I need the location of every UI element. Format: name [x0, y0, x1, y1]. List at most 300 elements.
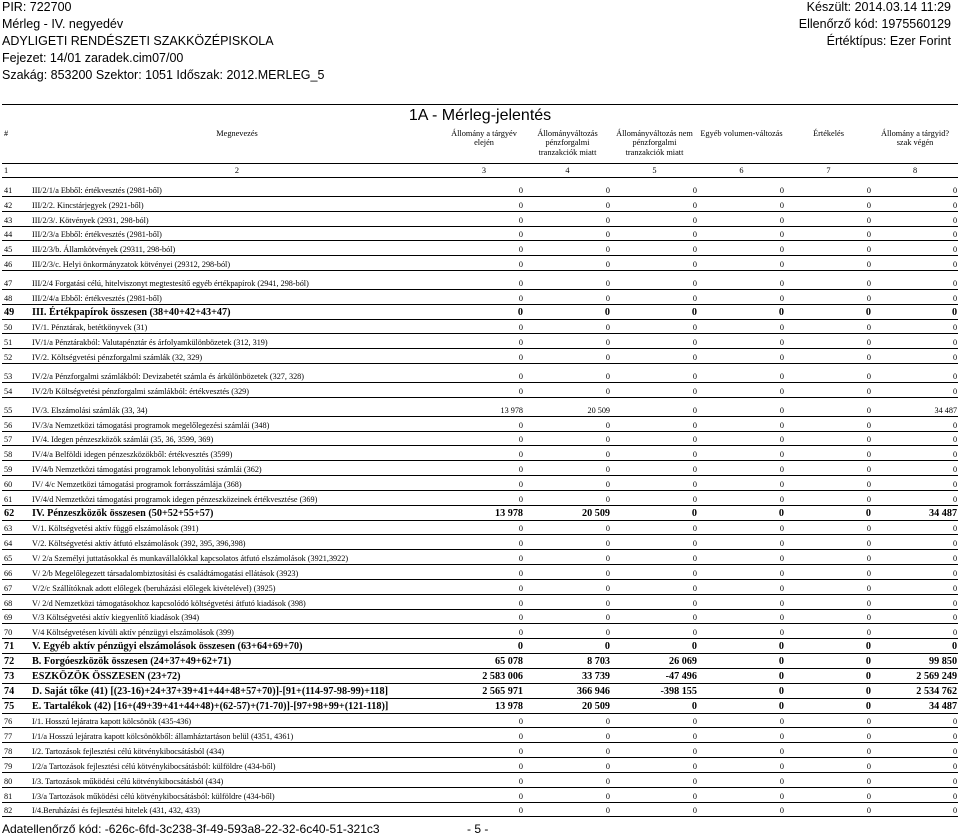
value-closing: 0 [872, 304, 958, 319]
footer-checksum: Adatellenőrző kód: -626c-6fd-3c238-3f-49-593a8-22-32-6c40-51-321c3 [2, 822, 380, 836]
row-label: V/2. Költségvetési aktív átfutó elszámolások (392, 395, 396,398) [30, 535, 444, 550]
value-other-volume: 0 [698, 416, 785, 431]
table-row [2, 505, 958, 520]
row-number: 81 [2, 787, 30, 802]
value-noncash-change: 0 [611, 319, 698, 334]
row-number: 72 [2, 654, 30, 669]
value-opening: 0 [444, 579, 524, 594]
column-header-row [2, 128, 958, 164]
value-opening: 0 [444, 713, 524, 728]
row-label: D. Saját tőke (41) [(23-16)+24+37+39+41+44+48+57+70)]-[91+(114-97-98-99)+118] [30, 683, 444, 698]
value-noncash-change: 0 [611, 565, 698, 580]
value-valuation: 0 [785, 609, 872, 624]
value-other-volume: 0 [698, 728, 785, 743]
value-valuation: 0 [785, 476, 872, 491]
value-opening: 0 [444, 490, 524, 505]
value-cash-change: 0 [524, 382, 611, 397]
value-cash-change: 0 [524, 349, 611, 364]
row-label: I/3. Tartozások működési célú kötvénykibocsátásból (434) [30, 772, 444, 787]
value-noncash-change: 0 [611, 382, 698, 397]
value-closing: 0 [872, 520, 958, 535]
row-label: V/ 2/b Megelőlegezett társadalombiztosítási és családtámogatási ellátások (3923) [30, 565, 444, 580]
column-header-opening: Állomány a tárgyév elején [451, 128, 517, 147]
row-number: 70 [2, 624, 30, 639]
value-valuation: 0 [785, 211, 872, 226]
row-label: III/2/4/a Ebből: értékvesztés (2981-ből) [30, 289, 444, 304]
value-valuation: 0 [785, 226, 872, 241]
value-closing: 0 [872, 431, 958, 446]
value-valuation: 0 [785, 787, 872, 802]
value-other-volume: 0 [698, 594, 785, 609]
value-noncash-change: 0 [611, 772, 698, 787]
table-row [2, 182, 958, 197]
table-row [2, 669, 958, 684]
value-opening: 0 [444, 520, 524, 535]
value-opening: 0 [444, 256, 524, 271]
row-number: 60 [2, 476, 30, 491]
value-closing: 34 487 [872, 698, 958, 713]
value-cash-change: 0 [524, 304, 611, 319]
row-number: 42 [2, 196, 30, 211]
row-label: I/1. Hosszú lejáratra kapott kölcsönök (435-436) [30, 713, 444, 728]
value-cash-change: 366 946 [524, 683, 611, 698]
row-number: 59 [2, 461, 30, 476]
row-number: 57 [2, 431, 30, 446]
value-opening: 0 [444, 182, 524, 197]
row-label: V/ 2/d Nemzetközi támogatásokhoz kapcsolódó költségvetési átfutó kiadások (398) [30, 594, 444, 609]
row-number: 45 [2, 241, 30, 256]
value-other-volume: 0 [698, 802, 785, 817]
value-closing: 0 [872, 319, 958, 334]
row-label: B. Forgóeszközök összesen (24+37+49+62+71) [30, 654, 444, 669]
row-number: 80 [2, 772, 30, 787]
value-opening: 0 [444, 416, 524, 431]
value-other-volume: 0 [698, 609, 785, 624]
table-row [2, 639, 958, 654]
value-cash-change: 0 [524, 490, 611, 505]
row-label: IV/2/b Költségvetési pénzforgalmi számlákból: értékvesztés (329) [30, 382, 444, 397]
column-header-other-volume: Egyéb volumen-változás [700, 128, 783, 138]
value-valuation: 0 [785, 624, 872, 639]
value-cash-change: 0 [524, 565, 611, 580]
column-number: 7 [785, 164, 872, 178]
value-noncash-change: 0 [611, 639, 698, 654]
value-noncash-change: -47 496 [611, 669, 698, 684]
value-valuation: 0 [785, 594, 872, 609]
table-row [2, 535, 958, 550]
value-valuation: 0 [785, 401, 872, 416]
value-opening: 0 [444, 743, 524, 758]
value-other-volume: 0 [698, 334, 785, 349]
value-opening: 0 [444, 461, 524, 476]
value-opening: 0 [444, 594, 524, 609]
value-closing: 0 [872, 609, 958, 624]
table-row [2, 609, 958, 624]
value-closing: 0 [872, 550, 958, 565]
column-number: 2 [30, 164, 444, 178]
value-closing: 0 [872, 275, 958, 290]
value-opening: 0 [444, 535, 524, 550]
value-valuation: 0 [785, 446, 872, 461]
value-noncash-change: 0 [611, 275, 698, 290]
value-valuation: 0 [785, 382, 872, 397]
table-row [2, 490, 958, 505]
value-noncash-change: 0 [611, 476, 698, 491]
row-number: 68 [2, 594, 30, 609]
value-other-volume: 0 [698, 319, 785, 334]
value-cash-change: 0 [524, 579, 611, 594]
page-number: - 5 - [467, 822, 489, 836]
value-valuation: 0 [785, 319, 872, 334]
value-other-volume: 0 [698, 669, 785, 684]
row-label: ESZKÖZÖK ÖSSZESEN (23+72) [30, 669, 444, 684]
value-opening: 0 [444, 639, 524, 654]
value-cash-change: 33 739 [524, 669, 611, 684]
value-valuation: 0 [785, 550, 872, 565]
value-other-volume: 0 [698, 401, 785, 416]
value-other-volume: 0 [698, 654, 785, 669]
value-noncash-change: 0 [611, 349, 698, 364]
row-label: IV/1. Pénztárak, betétkönyvek (31) [30, 319, 444, 334]
value-cash-change: 0 [524, 416, 611, 431]
row-label: I/2. Tartozások fejlesztési célú kötvénykibocsátásból (434) [30, 743, 444, 758]
table-row [2, 349, 958, 364]
value-valuation: 0 [785, 713, 872, 728]
value-opening: 0 [444, 728, 524, 743]
table-row [2, 772, 958, 787]
value-closing: 0 [872, 416, 958, 431]
value-other-volume: 0 [698, 565, 785, 580]
value-cash-change: 8 703 [524, 654, 611, 669]
row-label: E. Tartalékok (42) [16+(49+39+41+44+48)+(62-57)+(71-70)]-[97+98+99+(121-118)] [30, 698, 444, 713]
table-row [2, 382, 958, 397]
value-cash-change: 0 [524, 289, 611, 304]
value-opening: 13 978 [444, 505, 524, 520]
row-number: 77 [2, 728, 30, 743]
value-other-volume: 0 [698, 304, 785, 319]
table-row [2, 520, 958, 535]
value-noncash-change: 0 [611, 609, 698, 624]
value-noncash-change: 0 [611, 461, 698, 476]
value-closing: 0 [872, 241, 958, 256]
value-opening: 65 078 [444, 654, 524, 669]
row-label: III/2/3/c. Helyi önkormányzatok kötvényei (29312, 298-ból) [30, 256, 444, 271]
value-valuation: 0 [785, 349, 872, 364]
value-opening: 13 978 [444, 401, 524, 416]
table-row [2, 304, 958, 319]
value-valuation: 0 [785, 639, 872, 654]
value-valuation: 0 [785, 196, 872, 211]
value-closing: 0 [872, 787, 958, 802]
row-label: III/2/3/a Ebből: értékvesztés (2981-ből) [30, 226, 444, 241]
table-row [2, 226, 958, 241]
value-closing: 0 [872, 334, 958, 349]
value-other-volume: 0 [698, 713, 785, 728]
value-valuation: 0 [785, 565, 872, 580]
value-closing: 0 [872, 368, 958, 383]
header-pir: PIR: 722700 [2, 0, 72, 14]
value-noncash-change: 0 [611, 758, 698, 773]
column-header-noncash-change: Állományváltozás nem pénzforgalmi tranzakciók miatt [616, 128, 693, 157]
value-closing: 34 487 [872, 505, 958, 520]
value-valuation: 0 [785, 289, 872, 304]
value-other-volume: 0 [698, 698, 785, 713]
value-closing: 0 [872, 579, 958, 594]
value-noncash-change: 0 [611, 241, 698, 256]
table-title: 1A - Mérleg-jelentés [2, 105, 958, 128]
value-noncash-change: 0 [611, 416, 698, 431]
value-cash-change: 0 [524, 196, 611, 211]
value-noncash-change: 26 069 [611, 654, 698, 669]
row-label: V/1. Költségvetési aktív függő elszámolások (391) [30, 520, 444, 535]
value-valuation: 0 [785, 743, 872, 758]
row-label: V/4 Költségvetésen kívüli aktív pénzügyi elszámolások (399) [30, 624, 444, 639]
value-noncash-change: 0 [611, 520, 698, 535]
value-noncash-change: 0 [611, 743, 698, 758]
value-opening: 0 [444, 382, 524, 397]
value-cash-change: 0 [524, 802, 611, 817]
value-valuation: 0 [785, 683, 872, 698]
value-other-volume: 0 [698, 624, 785, 639]
value-other-volume: 0 [698, 461, 785, 476]
table-row [2, 241, 958, 256]
column-header-closing: Állomány a tárgyid?szak végén [880, 128, 950, 147]
row-number: 56 [2, 416, 30, 431]
table-row [2, 565, 958, 580]
value-cash-change: 0 [524, 446, 611, 461]
value-closing: 0 [872, 535, 958, 550]
value-noncash-change: 0 [611, 368, 698, 383]
report-header-right [799, 0, 951, 50]
row-number: 79 [2, 758, 30, 773]
header-check-code: Ellenőrző kód: 1975560129 [798, 17, 951, 31]
row-number: 54 [2, 382, 30, 397]
row-label: IV/3. Elszámolási számlák (33, 34) [30, 401, 444, 416]
table-row [2, 698, 958, 713]
value-other-volume: 0 [698, 256, 785, 271]
row-number: 50 [2, 319, 30, 334]
row-label: III/2/3/. Kötvények (2931, 298-ból) [30, 211, 444, 226]
value-other-volume: 0 [698, 743, 785, 758]
value-valuation: 0 [785, 256, 872, 271]
row-label: IV/4. Idegen pénzeszközök számlái (35, 36, 3599, 369) [30, 431, 444, 446]
value-cash-change: 0 [524, 535, 611, 550]
table-row [2, 550, 958, 565]
value-closing: 0 [872, 182, 958, 197]
value-noncash-change: 0 [611, 550, 698, 565]
row-label: IV. Pénzeszközök összesen (50+52+55+57) [30, 505, 444, 520]
table-row [2, 476, 958, 491]
value-noncash-change: 0 [611, 787, 698, 802]
row-number: 78 [2, 743, 30, 758]
value-closing: 0 [872, 211, 958, 226]
row-number: 47 [2, 275, 30, 290]
table-row [2, 401, 958, 416]
value-closing: 0 [872, 772, 958, 787]
value-noncash-change: 0 [611, 579, 698, 594]
value-noncash-change: 0 [611, 304, 698, 319]
value-opening: 0 [444, 241, 524, 256]
value-noncash-change: 0 [611, 431, 698, 446]
value-cash-change: 0 [524, 334, 611, 349]
value-closing: 0 [872, 802, 958, 817]
row-label: III. Értékpapírok összesen (38+40+42+43+47) [30, 304, 444, 319]
table-row [2, 416, 958, 431]
row-number: 44 [2, 226, 30, 241]
value-opening: 0 [444, 758, 524, 773]
value-opening: 0 [444, 368, 524, 383]
table-row [2, 319, 958, 334]
row-number: 55 [2, 401, 30, 416]
value-cash-change: 0 [524, 241, 611, 256]
value-noncash-change: 0 [611, 802, 698, 817]
table-row [2, 211, 958, 226]
value-valuation: 0 [785, 431, 872, 446]
table-row [2, 713, 958, 728]
table-row [2, 368, 958, 383]
row-number: 43 [2, 211, 30, 226]
value-opening: 0 [444, 772, 524, 787]
value-opening: 0 [444, 334, 524, 349]
value-closing: 99 850 [872, 654, 958, 669]
row-number: 61 [2, 490, 30, 505]
value-closing: 2 569 249 [872, 669, 958, 684]
value-noncash-change: 0 [611, 334, 698, 349]
header-value-type: Értéktípus: Ezer Forint [826, 34, 951, 48]
value-opening: 0 [444, 431, 524, 446]
row-label: V/2/c Szállítóknak adott előlegek (beruházási előlegek kivételével) (3925) [30, 579, 444, 594]
value-cash-change: 0 [524, 275, 611, 290]
value-other-volume: 0 [698, 446, 785, 461]
value-other-volume: 0 [698, 490, 785, 505]
table-row [2, 787, 958, 802]
value-cash-change: 0 [524, 520, 611, 535]
value-opening: 0 [444, 304, 524, 319]
table-row [2, 654, 958, 669]
value-other-volume: 0 [698, 550, 785, 565]
value-valuation: 0 [785, 334, 872, 349]
table-row [2, 196, 958, 211]
value-noncash-change: 0 [611, 401, 698, 416]
value-cash-change: 0 [524, 550, 611, 565]
column-header-name: Megnevezés [216, 128, 258, 138]
balance-sheet-table [2, 104, 958, 817]
value-valuation: 0 [785, 802, 872, 817]
value-opening: 0 [444, 550, 524, 565]
value-cash-change: 0 [524, 624, 611, 639]
row-number: 66 [2, 565, 30, 580]
value-closing: 34 487 [872, 401, 958, 416]
value-noncash-change: 0 [611, 211, 698, 226]
value-noncash-change: 0 [611, 713, 698, 728]
value-closing: 0 [872, 758, 958, 773]
row-label: IV/2/a Pénzforgalmi számlákból: Devizabetét számla és árkülönbözetek (327, 328) [30, 368, 444, 383]
value-opening: 13 978 [444, 698, 524, 713]
row-label: IV/2. Költségvetési pénzforgalmi számlák (32, 329) [30, 349, 444, 364]
value-cash-change: 0 [524, 594, 611, 609]
row-label: V. Egyéb aktív pénzügyi elszámolások összesen (63+64+69+70) [30, 639, 444, 654]
column-number: 4 [524, 164, 611, 178]
value-other-volume: 0 [698, 368, 785, 383]
value-other-volume: 0 [698, 211, 785, 226]
row-label: IV/4/d Nemzetközi támogatási programok idegen pénzeszközeinek értékvesztése (369) [30, 490, 444, 505]
table-row [2, 275, 958, 290]
value-noncash-change: 0 [611, 698, 698, 713]
value-closing: 0 [872, 713, 958, 728]
value-other-volume: 0 [698, 476, 785, 491]
value-other-volume: 0 [698, 182, 785, 197]
value-opening: 0 [444, 289, 524, 304]
row-label: I/1/a Hosszú lejáratra kapott kölcsönökből: államháztartáson belül (4351, 4361) [30, 728, 444, 743]
row-label: IV/4/b Nemzetközi támogatási programok lebonyolítási számlái (362) [30, 461, 444, 476]
row-label: III/2/1/a Ebből: értékvesztés (2981-ből) [30, 182, 444, 197]
header-institution: ADYLIGETI RENDÉSZETI SZAKKÖZÉPISKOLA [2, 34, 274, 48]
table-row [2, 743, 958, 758]
row-label: III/2/4 Forgatási célú, hitelviszonyt megtestesítő egyéb értékpapírok (2941, 298-ból) [30, 275, 444, 290]
value-opening: 0 [444, 609, 524, 624]
row-number: 52 [2, 349, 30, 364]
row-label: I/2/a Tartozások fejlesztési célú kötvénykibocsátásból: külföldre (434-ből) [30, 758, 444, 773]
value-cash-change: 0 [524, 639, 611, 654]
value-opening: 0 [444, 349, 524, 364]
value-valuation: 0 [785, 758, 872, 773]
value-noncash-change: 0 [611, 728, 698, 743]
value-cash-change: 0 [524, 476, 611, 491]
value-valuation: 0 [785, 772, 872, 787]
value-opening: 0 [444, 787, 524, 802]
row-number: 67 [2, 579, 30, 594]
value-noncash-change: 0 [611, 535, 698, 550]
row-number: 69 [2, 609, 30, 624]
value-other-volume: 0 [698, 505, 785, 520]
row-number: 63 [2, 520, 30, 535]
column-number: 8 [872, 164, 958, 178]
value-noncash-change: 0 [611, 182, 698, 197]
value-other-volume: 0 [698, 535, 785, 550]
row-number: 75 [2, 698, 30, 713]
value-other-volume: 0 [698, 787, 785, 802]
value-closing: 2 534 762 [872, 683, 958, 698]
value-opening: 0 [444, 196, 524, 211]
value-valuation: 0 [785, 416, 872, 431]
value-noncash-change: 0 [611, 624, 698, 639]
value-cash-change: 20 509 [524, 505, 611, 520]
value-opening: 2 565 971 [444, 683, 524, 698]
value-valuation: 0 [785, 241, 872, 256]
value-noncash-change: -398 155 [611, 683, 698, 698]
value-cash-change: 0 [524, 743, 611, 758]
value-other-volume: 0 [698, 579, 785, 594]
value-valuation: 0 [785, 654, 872, 669]
table-row [2, 683, 958, 698]
value-valuation: 0 [785, 304, 872, 319]
row-number: 74 [2, 683, 30, 698]
column-header-index: # [4, 128, 9, 138]
row-number: 65 [2, 550, 30, 565]
value-opening: 0 [444, 802, 524, 817]
value-other-volume: 0 [698, 520, 785, 535]
value-cash-change: 0 [524, 728, 611, 743]
row-label: IV/1/a Pénztárakból: Valutapénztár és árfolyamkülönbözetek (312, 319) [30, 334, 444, 349]
value-noncash-change: 0 [611, 289, 698, 304]
row-number: 48 [2, 289, 30, 304]
value-cash-change: 0 [524, 787, 611, 802]
column-number: 3 [444, 164, 524, 178]
value-closing: 0 [872, 226, 958, 241]
row-number: 73 [2, 669, 30, 684]
row-label: V/3 Költségvetési aktív kiegyenlítő kiadások (394) [30, 609, 444, 624]
row-number: 53 [2, 368, 30, 383]
